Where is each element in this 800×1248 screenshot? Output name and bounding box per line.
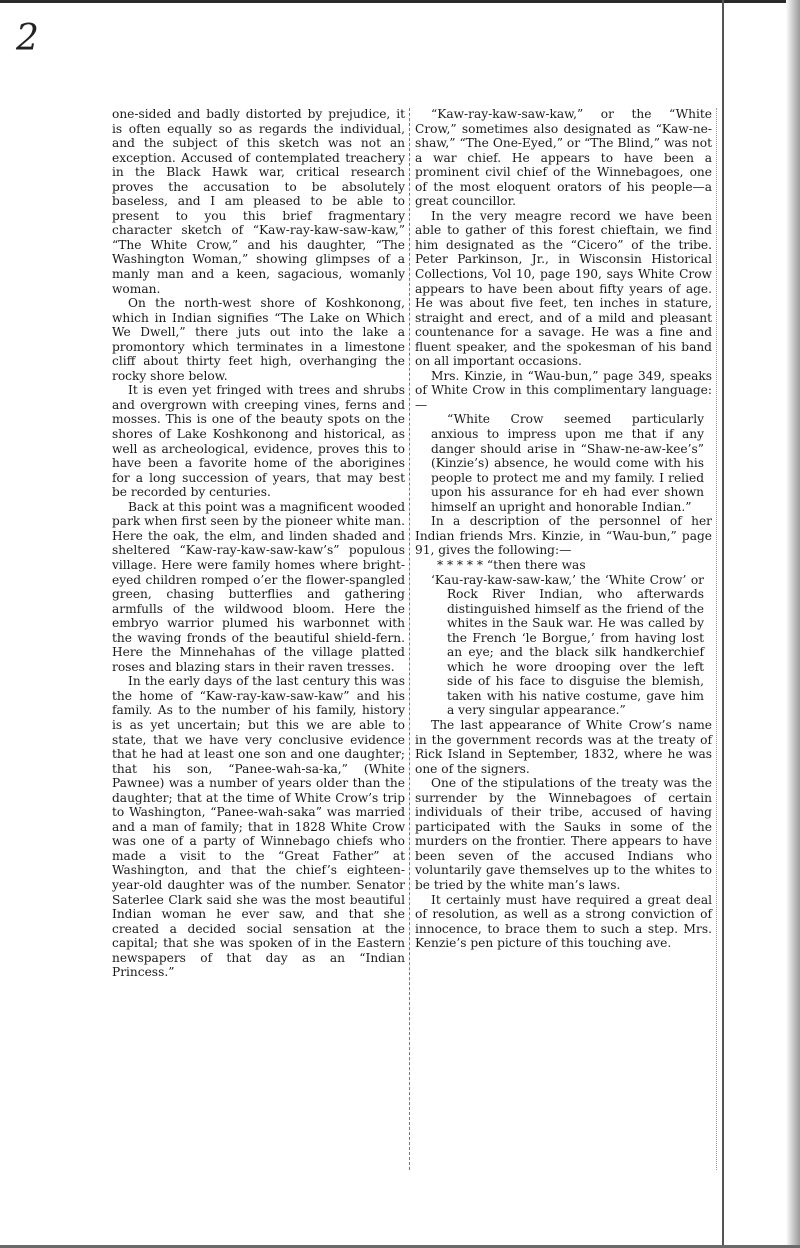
block-quote: “White Crow seemed particularly anxious to impress upon me that if any danger should arise in “Shaw-ne-aw-kee’s” (Kinzie’s) absence, he would come with his people to protect me and my family. I relied upon his assurance for eh had ever shown himself an upright and honorable Indian.” <box>431 412 704 514</box>
paragraph: It is even yet fringed with trees and shrubs and overgrown with creeping vines, ferns and mosses. This is one of the beauty spots on the shores of Lake Koshkonong and historical, as well as archeological, evidence, proves this to have been a favorite home of the aborigines for a long succession of years, that may best be recorded by centuries. <box>112 383 405 500</box>
paragraph: It certainly must have required a great deal of resolution, as well as a strong conviction of innocence, to brace them to such a step. Mrs. Kenzie’s pen picture of this touching ave. <box>415 892 712 951</box>
left-column <box>112 107 405 980</box>
paragraph: Back at this point was a magnificent wooded park when first seen by the pioneer white man. Here the oak, the elm, and linden shaded and sheltered “Kaw-ray-kaw-saw-kaw’s” populous village. Here were family homes where bright-eyed children romped o’er the flower-spangled green, chasing butterflies and gathering armfulls of the wildwood bloom. Here the embryo warrior plumed his warbonnet with the waving fronds of the beautiful shield-fern. Here the Minnehahas of the village platted roses and blazing stars in their raven tresses. <box>112 499 405 674</box>
paragraph: “Kaw-ray-kaw-saw-kaw,” or the “White Crow,” sometimes also designated as “Kaw-ne-shaw,” “The One-Eyed,” or “The Blind,” was not a war chief. He appears to have been a prominent civil chief of the Winnebagoes, one of the most eloquent orators of his people—a great councillor. <box>415 107 712 209</box>
clipping-edge-line <box>722 0 724 1248</box>
paragraph: In the early days of the last century this was the home of “Kaw-ray-kaw-saw-kaw” and his family. As to the number of his family, history is as yet uncertain; but this we are able to state, that we have very conclusive evidence that he had at least one son and one daughter; that his son, “Panee-wah-sa-ka,” (White Pawnee) was a number of years older than the daughter; that at the time of White Crow’s trip to Washington, “Panee-wah-saka” was married and a man of family; that in 1828 White Crow was one of a party of Winnebago chiefs who made a visit to the “Great Father” at Washington, and that the chief’s eighteen-year-old daughter was of the number. Senator Saterlee Clark said she was the most beautiful Indian woman he ever saw, and that she created a decided social sensation at the capital; that she was spoken of in the Eastern newspapers of that day as an “Indian Princess.” <box>112 674 405 980</box>
block-quote: ‘Kau-ray-kaw-saw-kaw,’ the ‘White Crow’ or Rock River Indian, who afterwards distinguished himself as the friend of the whites in the Sauk war. He was called by the French ‘le Borgue,’ from having lost an eye; and the black silk handkerchief which he wore drooping over the left side of his face to disguise the blemish, taken with his native costume, gave him a very singular appearance.” <box>431 572 704 718</box>
paragraph: In the very meagre record we have been able to gather of this forest chieftain, we find him designated as the “Cicero” of the tribe. Peter Parkinson, Jr., in Wisconsin Historical Collections, Vol 10, page 190, says White Crow appears to have been about fifty years of age. He was about five feet, ten inches in stature, straight and erect, and of a mild and pleasant countenance for a savage. He was a fine and fluent speaker, and the spokesman of his band on all important occasions. <box>415 208 712 369</box>
paragraph: On the north-west shore of Koshkonong, which in Indian signifies “The Lake on Which We Dwell,” there juts out into the lake a promontory which terminates in a limestone cliff about thirty feet high, overhanging the rocky shore below. <box>112 296 405 383</box>
paragraph: The last appearance of White Crow’s name in the government records was at the treaty of Rick Island in September, 1832, where he was one of the signers. <box>415 717 712 776</box>
paragraph: one-sided and badly distorted by prejudice, it is often equally so as regards the individual, and the subject of this sketch was not an exception. Accused of contemplated treachery in the Black Hawk war, critical research proves the accusation to be absolutely baseless, and I am pleased to be able to present to you this brief fragmentary character sketch of “Kaw-ray-kaw-saw-kaw,” “The White Crow,” and his daughter, “The Washington Woman,” showing glimpses of a manly man and a keen, sagacious, womanly woman. <box>112 107 405 296</box>
page-number: 2 <box>16 18 39 59</box>
paragraph: Mrs. Kinzie, in “Wau-bun,” page 349, speaks of White Crow in this complimentary language:— <box>415 368 712 412</box>
right-column-rule <box>716 108 718 1170</box>
quote-ellipsis-line: * * * * * “then there was <box>437 557 586 572</box>
top-border-rule <box>0 0 800 3</box>
column-divider <box>409 108 411 1170</box>
paragraph: In a description of the personnel of her Indian friends Mrs. Kinzie, in “Wau-bun,” page 91, gives the following:— <box>415 514 712 558</box>
right-column <box>415 107 712 951</box>
page-edge-shadow <box>786 0 800 1248</box>
paragraph: One of the stipulations of the treaty was the surrender by the Winnebagoes of certain individuals of their tribe, accused of having participated with the Sauks in some of the murders on the frontier. There appears to have been seven of the accused Indians who voluntarily gave themselves up to the whites to be tried by the white man’s laws. <box>415 776 712 892</box>
